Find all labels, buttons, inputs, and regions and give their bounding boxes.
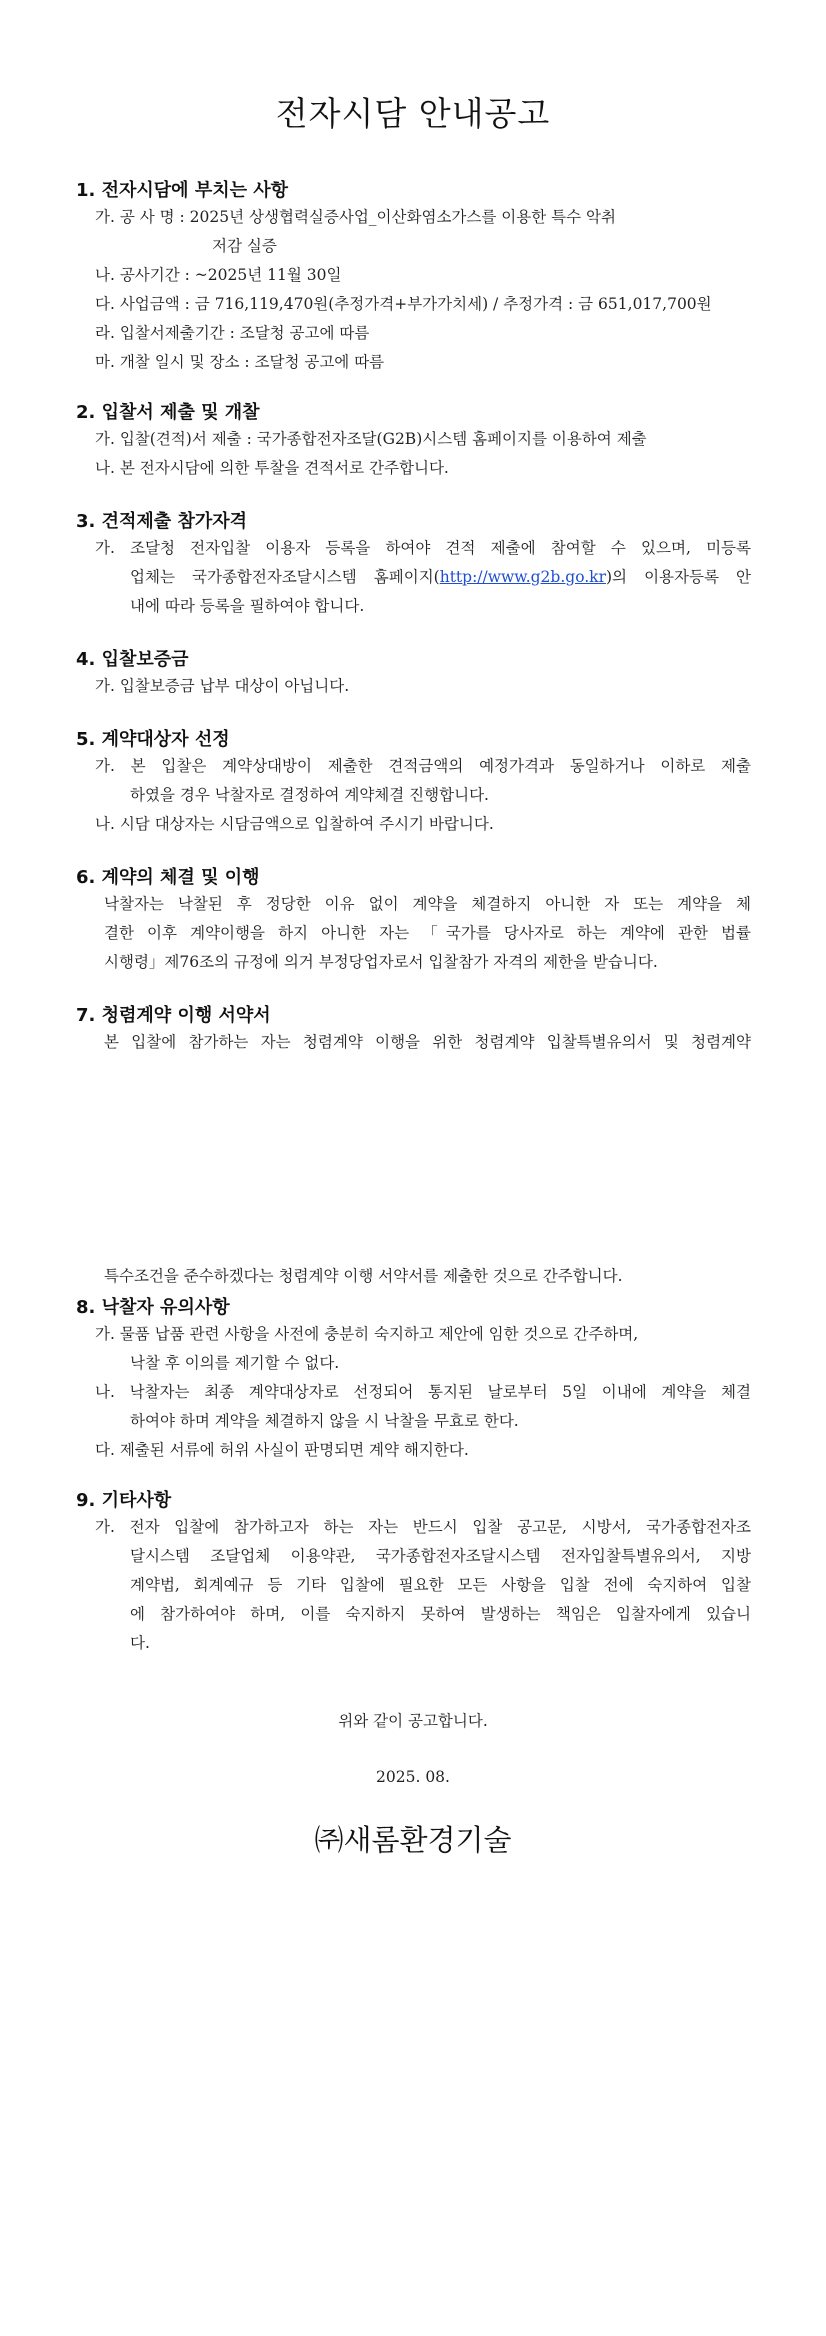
s6-line-2: 결한 이후 계약이행을 하지 아니한 자는 「국가를 당사자로 하는 계약에 관한 법률 xyxy=(104,924,751,942)
s1-line-1b: 저감 실증 xyxy=(212,237,277,255)
section-8-heading: 8. 낙찰자 유의사항 xyxy=(76,1297,230,1318)
s8-line-5: 다. 제출된 서류에 허위 사실이 판명되면 계약 해지한다. xyxy=(95,1441,469,1459)
section-1-heading: 1. 전자시담에 부치는 사항 xyxy=(76,180,289,201)
section-4-heading: 4. 입찰보증금 xyxy=(76,649,189,670)
s6-line-1: 낙찰자는 낙찰된 후 정당한 이유 없이 계약을 체결하지 아니한 자 또는 계약을 체 xyxy=(104,895,751,913)
s1-line-2: 나. 공사기간 : ~2025년 11월 30일 xyxy=(95,266,342,284)
s1-line-4: 라. 입찰서제출기간 : 조달청 공고에 따름 xyxy=(95,324,370,342)
s3-line-2 xyxy=(130,566,751,588)
s7-line-1: 본 입찰에 참가하는 자는 청렴계약 이행을 위한 청렴계약 입찰특별유의서 및 청렴계약 xyxy=(104,1033,751,1051)
s5-line-1: 가. 본 입찰은 계약상대방이 제출한 견적금액의 예정가격과 동일하거나 이하로 제출 xyxy=(95,757,751,775)
s8-line-3: 나. 낙찰자는 최종 계약대상자로 선정되어 통지된 날로부터 5일 이내에 계약을 체결 xyxy=(95,1383,751,1401)
section-7-heading: 7. 청렴계약 이행 서약서 xyxy=(76,1005,271,1026)
page-title: 전자시담 안내공고 xyxy=(275,94,551,133)
s2-line-2: 나. 본 전자시담에 의한 투찰을 견적서로 간주합니다. xyxy=(95,459,449,477)
announcement-date: 2025. 08. xyxy=(376,1768,450,1786)
section-6-heading: 6. 계약의 체결 및 이행 xyxy=(76,867,260,888)
s8-line-4: 하여야 하며 계약을 체결하지 않을 시 낙찰을 무효로 한다. xyxy=(130,1412,519,1430)
company-name: ㈜새롬환경기술 xyxy=(314,1823,512,1857)
s3-line-2a: 업체는 국가종합전자조달시스템 홈페이지( xyxy=(130,568,440,586)
s4-line-1: 가. 입찰보증금 납부 대상이 아닙니다. xyxy=(95,677,350,695)
s8-line-2: 낙찰 후 이의를 제기할 수 없다. xyxy=(130,1354,340,1372)
s6-line-3: 시행령」제76조의 규정에 의거 부정당업자로서 입찰참가 자격의 제한을 받습니다. xyxy=(104,953,658,971)
s1-line-3: 다. 사업금액 : 금 716,119,470원(추정가격+부가가치세) / 추정가격 : 금 651,017,700원 xyxy=(95,295,712,313)
s9-line-5: 다. xyxy=(130,1634,150,1652)
g2b-link[interactable]: http://www.g2b.go.kr xyxy=(439,568,606,586)
section-3-heading: 3. 견적제출 참가자격 xyxy=(76,511,247,532)
s3-line-1: 가. 조달청 전자입찰 이용자 등록을 하여야 견적 제출에 참여할 수 있으며, 미등록 xyxy=(95,539,751,557)
s9-line-1: 가. 전자 입찰에 참가하고자 하는 자는 반드시 입찰 공고문, 시방서, 국가종합전자조 xyxy=(95,1518,751,1536)
s5-line-2: 하였을 경우 낙찰자로 결정하여 계약체결 진행합니다. xyxy=(130,786,489,804)
s8-line-1: 가. 물품 납품 관련 사항을 사전에 충분히 숙지하고 제안에 임한 것으로 간주하며, xyxy=(95,1325,639,1343)
s9-line-3: 계약법, 회계예규 등 기타 입찰에 필요한 모든 사항을 입찰 전에 숙지하여 입찰 xyxy=(130,1576,751,1594)
s3-line-2b: )의 이용자등록 안 xyxy=(605,568,751,586)
s9-line-4: 에 참가하여야 하며, 이를 숙지하지 못하여 발생하는 책임은 입찰자에게 있습니 xyxy=(130,1605,751,1623)
section-5-heading: 5. 계약대상자 선정 xyxy=(76,729,230,750)
s1-line-1: 가. 공 사 명 : 2025년 상생협력실증사업_이산화염소가스를 이용한 특수 악취 xyxy=(95,208,616,226)
closing-statement: 위와 같이 공고합니다. xyxy=(338,1712,488,1730)
s1-line-5: 마. 개찰 일시 및 장소 : 조달청 공고에 따름 xyxy=(95,353,385,371)
section-2-heading: 2. 입찰서 제출 및 개찰 xyxy=(76,402,260,423)
s5-line-3: 나. 시담 대상자는 시담금액으로 입찰하여 주시기 바랍니다. xyxy=(95,815,494,833)
s2-line-1: 가. 입찰(견적)서 제출 : 국가종합전자조달(G2B)시스템 홈페이지를 이용하여 제출 xyxy=(95,430,647,448)
s3-line-3: 내에 따라 등록을 필하여야 합니다. xyxy=(130,597,365,615)
section-9-heading: 9. 기타사항 xyxy=(76,1490,172,1511)
s7-line-2: 특수조건을 준수하겠다는 청렴계약 이행 서약서를 제출한 것으로 간주합니다. xyxy=(104,1267,623,1285)
s9-line-2: 달시스템 조달업체 이용약관, 국가종합전자조달시스템 전자입찰특별유의서, 지방 xyxy=(130,1547,751,1565)
